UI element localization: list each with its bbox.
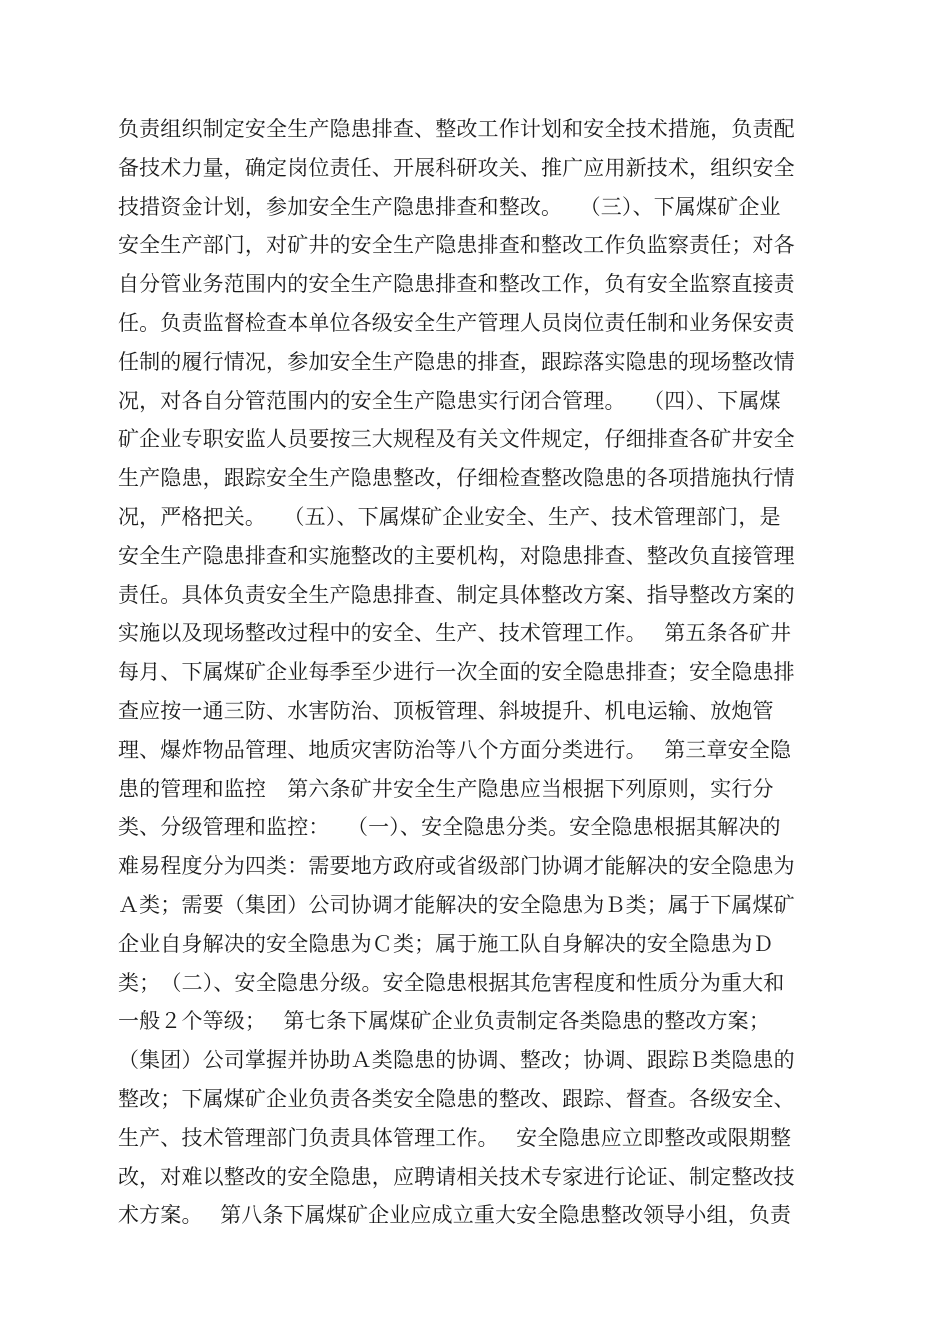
text-line: 整改；下属煤矿企业负责各类安全隐患的整改、跟踪、督查。各级安全、 xyxy=(118,1086,795,1111)
text-line: 难易程度分为四类：需要地方政府或省级部门协调才能解决的安全隐患为 xyxy=(118,854,795,879)
text-line: 任制的履行情况，参加安全生产隐患的排查，跟踪落实隐患的现场整改情 xyxy=(118,349,795,374)
text-line: 任。负责监督检查本单位各级安全生产管理人员岗位责任制和业务保安责 xyxy=(118,310,795,335)
text-line: 备技术力量，确定岗位责任、开展科研攻关、推广应用新技术，组织安全 xyxy=(118,155,795,180)
body-text xyxy=(118,110,838,1235)
text-line: 术方案。 第八条下属煤矿企业应成立重大安全隐患整改领导小组，负责 xyxy=(118,1203,792,1228)
text-line: 况，严格把关。 （五）、下属煤矿企业安全、生产、技术管理部门，是 xyxy=(118,504,781,529)
text-line: 实施以及现场整改过程中的安全、生产、技术管理工作。 第五条各矿井 xyxy=(118,621,792,646)
text-line: 理、爆炸物品管理、地质灾害防治等八个方面分类进行。 第三章安全隐 xyxy=(118,737,792,762)
text-line: 矿企业专职安监人员要按三大规程及有关文件规定，仔细排查各矿井安全 xyxy=(118,427,795,452)
text-line: 负责组织制定安全生产隐患排查、整改工作计划和安全技术措施，负责配 xyxy=(118,117,795,141)
text-line: 生产隐患，跟踪安全生产隐患整改，仔细检查整改隐患的各项措施执行情 xyxy=(118,466,795,491)
text-line: （集团）公司掌握并协助Ａ类隐患的协调、整改；协调、跟踪Ｂ类隐患的 xyxy=(118,1048,795,1073)
text-line: 查应按一通三防、水害防治、顶板管理、斜坡提升、机电运输、放炮管 xyxy=(118,698,774,723)
text-line: 企业自身解决的安全隐患为Ｃ类；属于施工队自身解决的安全隐患为Ｄ xyxy=(118,931,774,956)
text-line: 况，对各自分管范围内的安全生产隐患实行闭合管理。 （四）、下属煤 xyxy=(118,388,781,413)
text-line: Ａ类；需要（集团）公司协调才能解决的安全隐患为Ｂ类；属于下属煤矿 xyxy=(118,892,795,917)
text-line: 安全生产隐患排查和实施整改的主要机构，对隐患排查、整改负直接管理 xyxy=(118,543,795,568)
text-line: 改，对难以整改的安全隐患，应聘请相关技术专家进行论证、制定整改技 xyxy=(118,1164,795,1189)
text-line: 安全生产部门，对矿井的安全生产隐患排查和整改工作负监察责任；对各 xyxy=(118,233,795,258)
text-line: 技措资金计划，参加安全生产隐患排查和整改。 （三）、下属煤矿企业 xyxy=(118,194,781,219)
text-line: 类、分级管理和监控： （一）、安全隐患分类。安全隐患根据其解决的 xyxy=(118,815,781,840)
text-line: 责任。具体负责安全生产隐患排查、制定具体整改方案、指导整改方案的 xyxy=(118,582,795,607)
text-line: 患的管理和监控 第六条矿井安全生产隐患应当根据下列原则，实行分 xyxy=(118,776,774,801)
text-line: 类； （二）、安全隐患分级。安全隐患根据其危害程度和性质分为重大和 xyxy=(118,970,785,995)
text-line: 一般２个等级； 第七条下属煤矿企业负责制定各类隐患的整改方案； xyxy=(118,1009,770,1034)
text-line: 生产、技术管理部门负责具体管理工作。 安全隐患应立即整改或限期整 xyxy=(118,1125,792,1150)
text-line: 自分管业务范围内的安全生产隐患排查和整改工作，负有安全监察直接责 xyxy=(118,272,795,297)
text-line: 每月、下属煤矿企业每季至少进行一次全面的安全隐患排查；安全隐患排 xyxy=(118,660,795,685)
